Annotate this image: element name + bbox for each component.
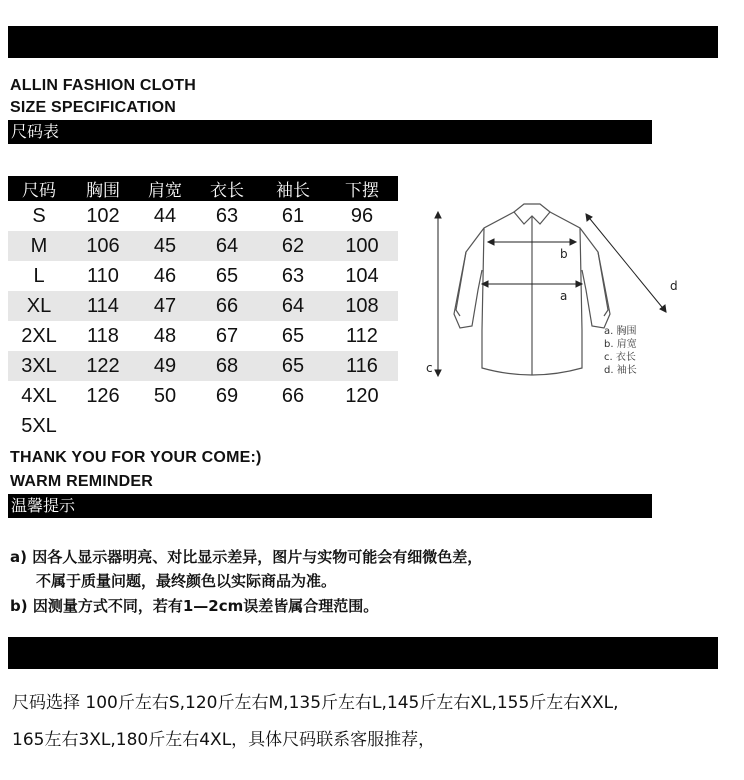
- table-row: [8, 291, 398, 321]
- table-cell: 112: [346, 324, 378, 347]
- shirt-outline: [454, 204, 610, 375]
- table-cell: 68: [194, 351, 260, 381]
- table-cell: 67: [215, 324, 239, 347]
- table-cell: 64: [260, 291, 326, 321]
- brand-title: ALLIN FASHION CLOTH: [10, 77, 197, 94]
- table-cell: 120: [345, 384, 379, 407]
- table-cell: [136, 411, 194, 441]
- table-cell: 50: [153, 384, 177, 407]
- table-row: [8, 321, 398, 351]
- table-cell: XL: [8, 291, 70, 321]
- table-cell: 5XL: [21, 414, 57, 437]
- table-cell: 65: [260, 351, 326, 381]
- legend-a: a. 胸围: [604, 326, 637, 337]
- table-cell: 100: [326, 231, 398, 261]
- warm-reminder-bar: 温馨提示: [8, 494, 652, 518]
- table-cell: 108: [326, 291, 398, 321]
- table-cell: 44: [153, 204, 177, 227]
- table-cell: 47: [136, 291, 194, 321]
- table-row: [8, 381, 398, 411]
- table-cell: S: [32, 204, 46, 227]
- header-size: 尺码: [8, 176, 70, 201]
- table-cell: 65: [215, 264, 239, 287]
- table-row: [8, 411, 398, 441]
- warm-reminder-title: WARM REMINDER: [10, 473, 154, 490]
- legend-c: c. 衣长: [604, 352, 636, 363]
- table-cell: 96: [350, 204, 374, 227]
- table-cell: 48: [153, 324, 177, 347]
- table-cell: 46: [153, 264, 177, 287]
- table-cell: 62: [260, 231, 326, 261]
- table-cell: 102: [86, 204, 120, 227]
- header-sleeve: 袖长: [260, 176, 326, 201]
- table-cell: [194, 411, 260, 441]
- shirt-diagram: [420, 190, 720, 400]
- table-cell: 66: [194, 291, 260, 321]
- table-cell: 2XL: [21, 324, 57, 347]
- table-row: [8, 231, 398, 261]
- table-row: [8, 351, 398, 381]
- table-cell: 106: [70, 231, 136, 261]
- spec-title: SIZE SPECIFICATION: [10, 99, 176, 116]
- table-cell: 66: [281, 384, 305, 407]
- label-b: b: [560, 247, 568, 261]
- header-shoulder: 肩宽: [136, 176, 194, 201]
- table-cell: 3XL: [8, 351, 70, 381]
- table-cell: 64: [194, 231, 260, 261]
- table-cell: 49: [136, 351, 194, 381]
- label-a: a: [560, 289, 568, 303]
- note-a-line1: a) 因各人显示器明亮、对比显示差异，图片与实物可能会有细微色差，: [10, 548, 483, 566]
- footer-line1: 尺码选择 100斤左右S,120斤左右M,135斤左右L,145斤左右XL,155斤左右XXL,: [12, 693, 619, 713]
- thanks-text: THANK YOU FOR YOUR COME:): [10, 449, 262, 466]
- table-cell: M: [8, 231, 70, 261]
- table-cell: 122: [70, 351, 136, 381]
- table-cell: L: [33, 264, 45, 287]
- bottom-banner: [8, 637, 718, 669]
- legend-d: d. 袖长: [604, 365, 637, 376]
- label-c: c: [426, 361, 433, 375]
- size-table: [8, 176, 398, 441]
- table-header-row: [8, 176, 398, 201]
- note-a-line2: 不属于质量问题，最终颜色以实际商品为准。: [36, 572, 337, 590]
- table-cell: 116: [326, 351, 398, 381]
- header-length: 衣长: [194, 176, 260, 201]
- table-cell: 104: [345, 264, 379, 287]
- table-cell: 63: [215, 204, 239, 227]
- table-cell: 126: [86, 384, 120, 407]
- footer-line2: 165左右3XL,180斤左右4XL，具体尺码联系客服推荐，: [12, 730, 436, 750]
- top-banner: [8, 26, 718, 58]
- table-cell: 61: [281, 204, 305, 227]
- table-cell: 114: [70, 291, 136, 321]
- table-cell: 110: [87, 264, 119, 287]
- header-chest: 胸围: [70, 176, 136, 201]
- table-row: [8, 261, 398, 291]
- table-cell: 63: [281, 264, 305, 287]
- note-b-line: b) 因测量方式不同，若有1—2cm误差皆属合理范围。: [10, 597, 379, 615]
- table-cell: 69: [215, 384, 239, 407]
- table-row: [8, 201, 398, 231]
- table-cell: 65: [281, 324, 305, 347]
- table-cell: [326, 411, 398, 441]
- size-table-bar: 尺码表: [8, 120, 652, 144]
- label-d: d: [670, 279, 678, 293]
- table-cell: 45: [136, 231, 194, 261]
- table-cell: [260, 411, 326, 441]
- legend-b: b. 肩宽: [604, 339, 637, 350]
- header-hem: 下摆: [326, 176, 398, 201]
- table-cell: 118: [87, 324, 119, 347]
- table-cell: [70, 411, 136, 441]
- table-cell: 4XL: [21, 384, 57, 407]
